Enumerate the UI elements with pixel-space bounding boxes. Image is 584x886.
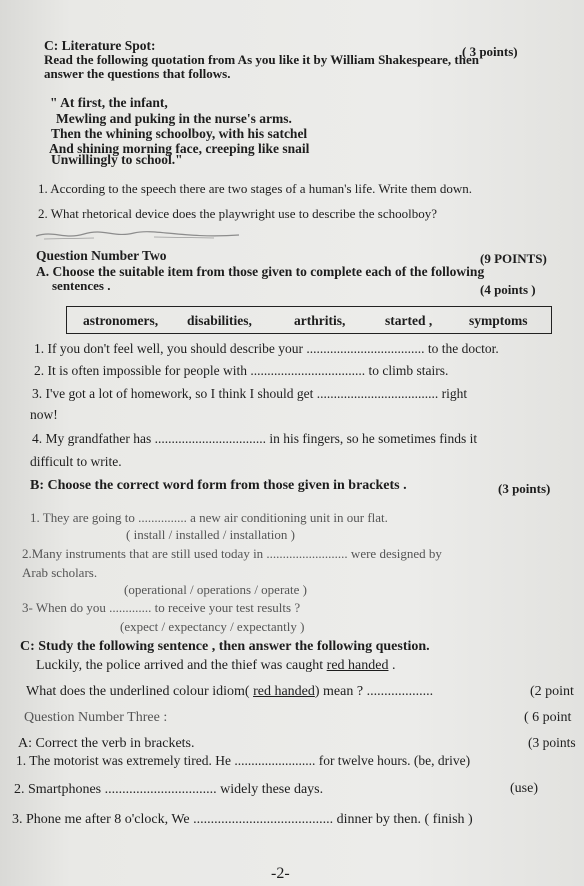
sentence-1: 1. If you don't feel well, you should describe your ................................... to the doctor.: [34, 341, 499, 356]
word-option: started ,: [385, 313, 433, 328]
scribble-mark: [34, 226, 244, 244]
question-two-title: Question Number Two: [36, 248, 167, 263]
part-c-question-end: ) mean ? ...................: [314, 684, 434, 699]
word-option: disabilities,: [187, 313, 252, 328]
word-option: astronomers,: [83, 313, 159, 328]
underlined-idiom: red handed: [326, 658, 389, 673]
verb-sentence-2-verb: (use): [510, 781, 538, 796]
quote-line: Mewling and puking in the nurse's arms.: [56, 111, 292, 126]
part-b-item-2-cont: Arab scholars.: [22, 565, 98, 580]
question-two-a-instruction-1: A. Choose the suitable item from those given to complete each of the following: [36, 264, 485, 279]
part-c-sentence: [36, 658, 395, 673]
word-option: arthritis,: [294, 313, 346, 328]
part-c-points: (2 point: [530, 684, 574, 699]
part-b-item-1: 1. They are going to ............... a new air conditioning unit in our flat.: [30, 510, 388, 525]
question-two-a-points: (4 points ): [480, 282, 536, 297]
literature-heading: C: Literature Spot:: [44, 38, 156, 53]
part-b-item-1-options: ( install / installed / installation ): [126, 527, 295, 542]
part-b-item-3-options: (expect / expectancy / expectantly ): [120, 619, 305, 634]
literature-question-1: 1. According to the speech there are two stages of a human's life. Write them down.: [38, 181, 473, 196]
literature-instruction-2: answer the questions that follows.: [44, 66, 231, 81]
word-bank-box: [66, 306, 552, 334]
word-option: symptoms: [469, 313, 528, 328]
part-c-sentence-text: Luckily, the police arrived and the thief was caught: [36, 658, 327, 673]
part-c-sentence-end: .: [388, 658, 396, 673]
question-two-points: (9 POINTS): [480, 251, 547, 266]
sentence-2: 2. It is often impossible for people with .................................. to climb stairs.: [34, 363, 449, 378]
quote-line: And shining morning face, creeping like snail: [49, 141, 310, 156]
verb-sentence-1: 1. The motorist was extremely tired. He ........................ for twelve hours. (be, drive): [16, 753, 471, 768]
page-number: -2-: [271, 865, 290, 882]
sentence-4-cont: difficult to write.: [30, 454, 122, 469]
question-three-a-points: (3 points: [528, 735, 576, 750]
literature-instruction-1: Read the following quotation from As you like it by William Shakespeare, then: [44, 52, 479, 67]
question-two-a-instruction-2: sentences .: [52, 278, 111, 293]
literature-points: ( 3 points): [462, 44, 518, 59]
part-b-item-3: 3- When do you ............. to receive your test results ?: [22, 600, 301, 615]
verb-sentence-3: 3. Phone me after 8 o'clock, We ........................................ dinner by then. ( finish ): [12, 812, 473, 827]
part-b-points: (3 points): [498, 481, 551, 496]
sentence-3-cont: now!: [30, 407, 58, 422]
literature-question-2: 2. What rhetorical device does the playwright use to describe the schoolboy?: [38, 206, 438, 221]
quote-line: Then the whining schoolboy, with his satchel: [51, 126, 308, 141]
quote-line: " At first, the infant,: [50, 95, 168, 110]
quote-line: Unwillingly to school.": [51, 152, 183, 167]
question-three-points: ( 6 point: [524, 710, 572, 725]
part-b-item-2-options: (operational / operations / operate ): [124, 582, 308, 597]
question-three-title: Question Number Three :: [24, 710, 168, 725]
part-b-item-2: 2.Many instruments that are still used today in ......................... were designed by: [22, 546, 442, 561]
part-c-question-text: What does the underlined colour idiom(: [26, 684, 254, 699]
verb-sentence-2: 2. Smartphones ................................ widely these days.: [14, 782, 324, 797]
part-c-question: [26, 684, 433, 699]
part-c-heading: C: Study the following sentence , then answer the following question.: [20, 639, 430, 654]
question-three-a-heading: A: Correct the verb in brackets.: [18, 736, 195, 751]
sentence-4: 4. My grandfather has ................................. in his fingers, so he sometimes finds it: [32, 431, 478, 446]
sentence-3: 3. I've got a lot of homework, so I think I should get .................................... right: [32, 386, 468, 401]
part-b-heading: B: Choose the correct word form from those given in brackets .: [30, 478, 407, 493]
underlined-idiom: red handed: [253, 684, 315, 699]
